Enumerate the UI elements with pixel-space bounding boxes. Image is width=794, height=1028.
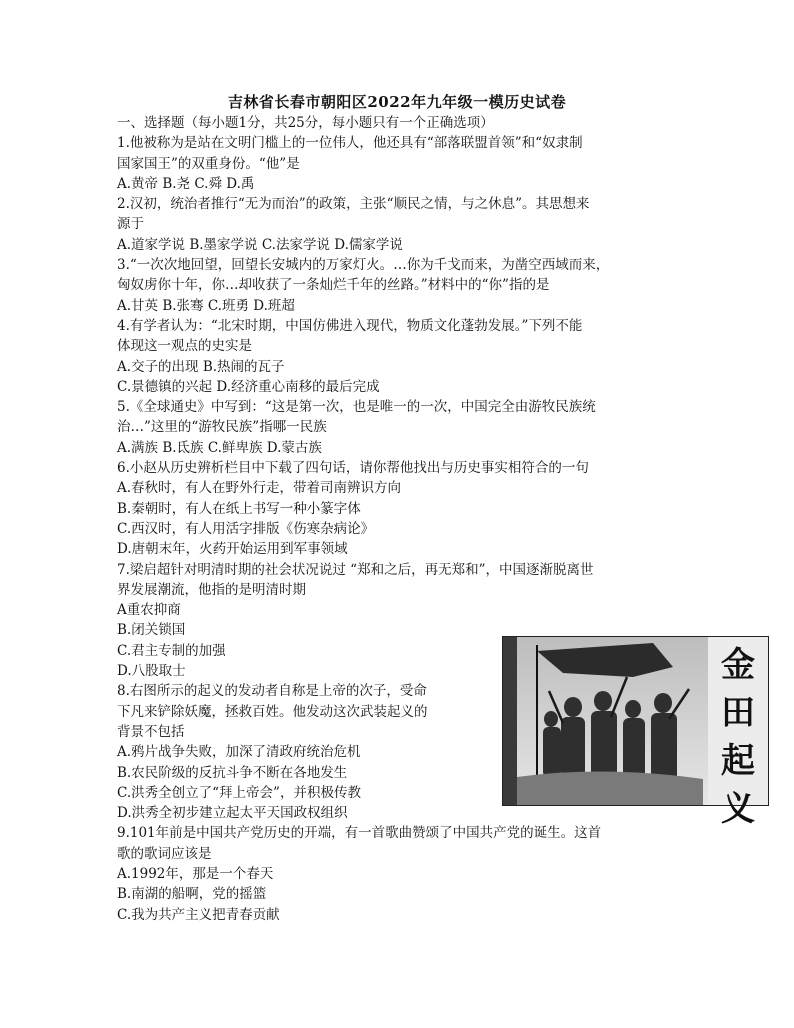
question-1-line-1: 1.他被称为是站在文明门槛上的一位伟人，他还具有“部落联盟首领”和“奴隶制 (117, 135, 583, 152)
question-4-line-2: 体现这一观点的史实是 (117, 338, 252, 355)
exam-title: 吉林省长春市朝阳区2022年九年级一模历史试卷 (227, 93, 567, 111)
caption-char-3: 起 (721, 741, 755, 781)
question-6-option-b: B.秦朝时，有人在纸上书写一种小篆字体 (117, 500, 361, 517)
question-9-option-a: A.1992年，那是一个春天 (117, 865, 274, 882)
question-9-option-c: C.我为共产主义把青春贡献 (117, 906, 280, 923)
question-7-option-d: D.八股取士 (117, 663, 186, 680)
question-8-line-2: 下凡来铲除妖魔，拯救百姓。他发动这次武装起义的 (117, 703, 428, 720)
question-7-line-2: 界发展潮流，他指的是明清时期 (117, 581, 306, 598)
question-8-line-1: 8.右图所示的起义的发动者自称是上帝的次子，受命 (117, 683, 427, 700)
question-4-line-1: 4.有学者认为：“北宋时期，中国仿佛进入现代，物质文化蓬勃发展。”下列不能 (117, 317, 583, 334)
section-heading: 一、选择题（每小题1分，共25分，每小题只有一个正确选项） (117, 115, 494, 131)
question-7-option-a: A重农抑商 (117, 602, 181, 619)
illustration-caption (714, 641, 762, 833)
question-9-line-2: 歌的歌词应该是 (117, 845, 212, 862)
question-6-stem: 6.小赵从历史辨析栏目中下载了四句话，请你帮他找出与历史事实相符合的一句 (117, 460, 589, 477)
question-8-option-c: C.洪秀全创立了“拜上帝会”，并积极传教 (117, 784, 361, 801)
question-4-options-ab: A.交子的出现 B.热闹的瓦子 (117, 358, 285, 375)
question-7-option-b: B.闭关锁国 (117, 622, 186, 639)
question-2-options: A.道家学说 B.墨家学说 C.法家学说 D.儒家学说 (117, 236, 403, 253)
question-8-option-d: D.洪秀全初步建立起太平天国政权组织 (117, 805, 348, 822)
question-7-line-1: 7.梁启超针对明清时期的社会状况说过 “郑和之后，再无郑和”，中国逐渐脱离世 (117, 561, 594, 578)
question-3-line-1: 3.“一次次地回望，回望长安城内的万家灯火。…你为千戈而来，为凿空西域而来， (117, 257, 610, 274)
caption-char-4: 义 (721, 789, 755, 829)
question-6-option-d: D.唐朝末年，火药开始运用到军事领域 (117, 541, 348, 558)
question-7-option-c: C.君主专制的加强 (117, 642, 226, 659)
question-3-line-2: 匈奴虏你十年，你…却收获了一条灿烂千年的丝路。”材料中的“你”指的是 (117, 277, 550, 294)
question-1-line-2: 国家国王”的双重身份。“他”是 (117, 155, 300, 172)
question-6-option-a: A.春秋时，有人在野外行走，带着司南辨识方向 (117, 480, 402, 497)
jintian-uprising-illustration (502, 636, 769, 829)
caption-char-2: 田 (721, 693, 755, 733)
question-2-line-1: 2.汉初，统治者推行“无为而治”的政策，主张“顺民之情，与之休息”。其思想来 (117, 196, 590, 213)
question-5-options: A.满族 B.氐族 C.鲜卑族 D.蒙古族 (117, 439, 322, 456)
question-1-options: A.黄帝 B.尧 C.舜 D.禹 (117, 175, 255, 192)
question-8-option-a: A.鸦片战争失败，加深了清政府统治危机 (117, 744, 361, 761)
question-8-option-b: B.农民阶级的反抗斗争不断在各地发生 (117, 764, 348, 781)
question-6-option-c: C.西汉时，有人用活字排版《伤寒杂病论》 (117, 520, 375, 537)
question-9-line-1: 9.101年前是中国共产党历史的开端，有一首歌曲赞颂了中国共产党的诞生。这首 (117, 825, 602, 842)
question-5-line-2: 治…”这里的“游牧民族”指哪一民族 (117, 419, 327, 436)
question-9-option-b: B.南湖的船啊，党的摇篮 (117, 886, 267, 903)
question-2-line-2: 源于 (117, 216, 144, 233)
question-8-line-3: 背景不包括 (117, 723, 185, 740)
question-5-line-1: 5.《全球通史》中写到：“这是第一次，也是唯一的一次，中国完全由游牧民族统 (117, 399, 596, 416)
caption-char-1: 金 (721, 645, 755, 685)
question-3-options: A.甘英 B.张骞 C.班勇 D.班超 (117, 297, 295, 314)
question-4-options-cd: C.景德镇的兴起 D.经济重心南移的最后完成 (117, 378, 380, 395)
